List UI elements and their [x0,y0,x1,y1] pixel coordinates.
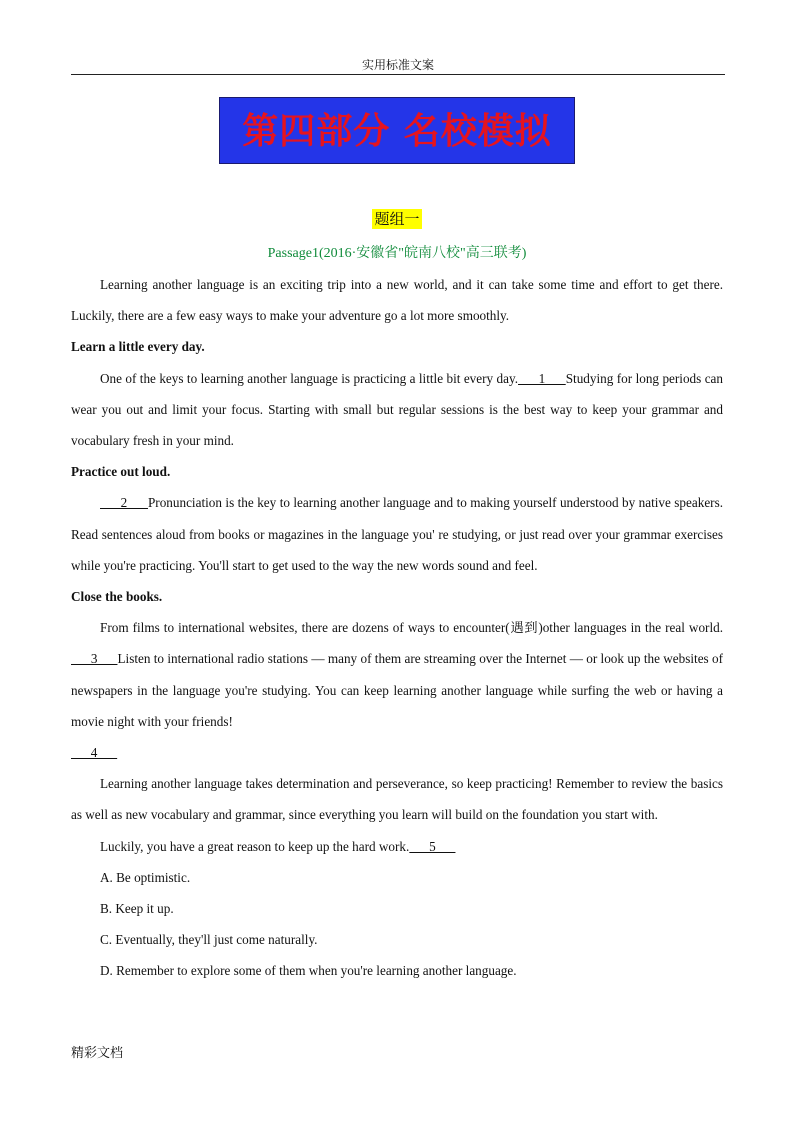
paragraph-text: From films to international websites, there are dozens of ways to encounter(遇到)other languages in the real world. [100,620,723,636]
paragraph-close-books [71,612,723,737]
paragraph-text: One of the keys to learning another language is practicing a little bit every day. [100,370,519,386]
paragraph-text: Luckily, you have a great reason to keep up the hard work. [100,838,410,854]
group-title [0,208,794,229]
paragraph-keep-practicing: Learning another language takes determination and perseverance, so keep practicing! Remember to review the basics as well as new vocabulary and grammar, since everything you learn will build on the foundation you start with. [71,776,723,823]
option-c: C. Eventually, they'll just come naturally. [100,932,318,948]
paragraph-intro: Learning another language is an exciting trip into a new world, and it can take some time and effort to get there. Luckily, there are a few easy ways to make your adventure go a lot more smoothly. [71,277,723,324]
passage-body [71,269,723,987]
blank-3: 3 [71,651,118,667]
option-a: A. Be optimistic. [100,869,191,885]
paragraph-out-loud [71,487,723,581]
paragraph-luckily [71,831,723,862]
blank-2: 2 [100,495,148,511]
paragraph-text: Listen to international radio stations — many of them are streaming over the Internet — or look up the websites of newspapers in the language you're studying. You can keep learning another language while surfing the web or having a movie night with your friends! [71,651,723,729]
heading-learn-every-day: Learn a little every day. [71,339,205,355]
blank-5: 5 [409,838,456,854]
paragraph-blank-4 [71,737,723,768]
blank-4: 4 [71,745,118,761]
heading-close-books: Close the books. [71,589,163,605]
option-d: D. Remember to explore some of them when you're learning another language. [100,963,517,979]
paragraph-every-day [71,363,723,457]
page-header: 实用标准文案 [71,57,725,75]
page-footer: 精彩文档 [71,1046,124,1061]
option-b: B. Keep it up. [100,901,174,917]
paragraph-text: Studying for long periods can wear you out and limit your focus. Starting with small but regular sessions is the best way to keep your grammar and vocabulary fresh in your mind. [71,370,723,449]
section-banner: 第四部分 名校模拟 [219,97,575,164]
blank-1: 1 [518,370,566,386]
paragraph-text: Pronunciation is the key to learning another language and to making yourself understood by native speakers. Read sentences aloud from books or magazines in the language you' re studying, or just read over your grammar exercises while you're practicing. You'll start to get used to the way the new words sound and feel. [71,495,723,573]
passage-title: Passage1(2016·安徽省"皖南八校"高三联考) [267,246,527,261]
heading-practice-out-loud: Practice out loud. [71,464,171,480]
group-title-text: 题组一 [374,210,420,228]
